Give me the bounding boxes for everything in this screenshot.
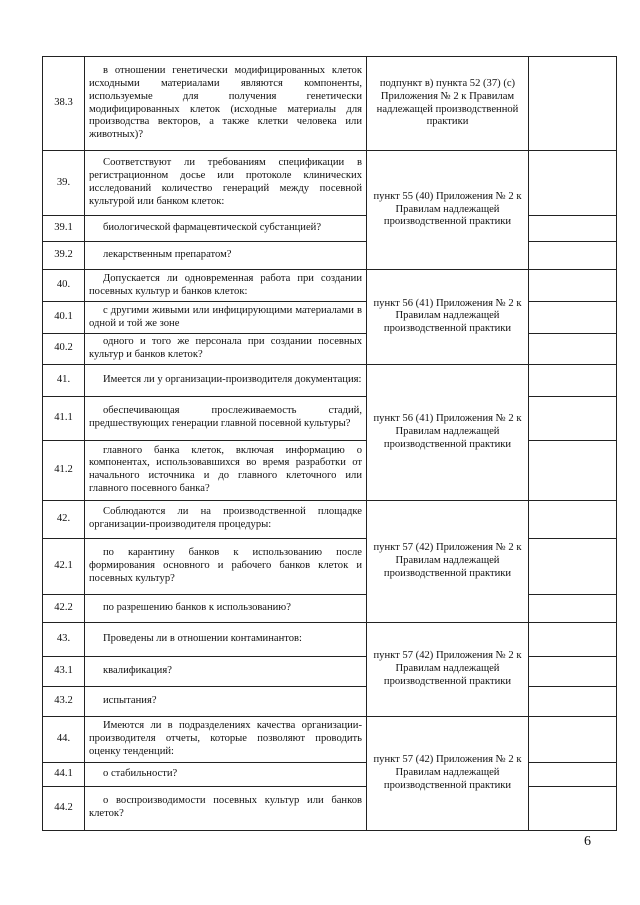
reference-text: пункт 55 (40) Приложения № 2 к Правилам надлежащей производственной практики bbox=[367, 151, 529, 270]
question-text: Имеются ли в подразделениях качества организации- производителя отчеты, которые позволяют проводить оценку тенденций: bbox=[85, 716, 367, 762]
question-text: Соответствуют ли требованиям спецификации в регистрационном досье или протоколе клинических исследований количество генераций между посевной культурой или банком клеток: bbox=[85, 151, 367, 216]
item-number: 39. bbox=[43, 151, 85, 216]
question-text: Допускается ли одновременная работа при создании посевных культур и банков клеток: bbox=[85, 270, 367, 302]
table-row bbox=[43, 334, 617, 365]
item-number: 39.2 bbox=[43, 242, 85, 270]
item-number: 43.2 bbox=[43, 686, 85, 716]
reference-text: пункт 56 (41) Приложения № 2 к Правилам надлежащей производственной практики bbox=[367, 364, 529, 500]
table-row bbox=[43, 57, 617, 151]
answer-cell bbox=[529, 686, 617, 716]
table-row bbox=[43, 762, 617, 786]
answer-cell bbox=[529, 302, 617, 334]
item-number: 43. bbox=[43, 622, 85, 656]
answer-cell bbox=[529, 594, 617, 622]
question-text: главного банка клеток, включая информацию о компонентах, использовавшихся во время разработки от начального источника и до главного клеточного или главного посевного банка? bbox=[85, 440, 367, 500]
item-number: 44. bbox=[43, 716, 85, 762]
reference-text: подпункт в) пункта 52 (37) (с) Приложения № 2 к Правилам надлежащей производственной практики bbox=[367, 57, 529, 151]
answer-cell bbox=[529, 440, 617, 500]
item-number: 44.1 bbox=[43, 762, 85, 786]
table-row bbox=[43, 302, 617, 334]
question-text: по карантину банков к использованию после формирования основного и рабочего банков клеток и посевных культур? bbox=[85, 538, 367, 594]
question-text: Имеется ли у организации-производителя документация: bbox=[85, 364, 367, 396]
answer-cell bbox=[529, 151, 617, 216]
question-text: Проведены ли в отношении контаминантов: bbox=[85, 622, 367, 656]
answer-cell bbox=[529, 57, 617, 151]
table-row bbox=[43, 364, 617, 396]
answer-cell bbox=[529, 656, 617, 686]
reference-text: пункт 56 (41) Приложения № 2 к Правилам надлежащей производственной практики bbox=[367, 270, 529, 365]
answer-cell bbox=[529, 216, 617, 242]
item-number: 40. bbox=[43, 270, 85, 302]
answer-cell bbox=[529, 786, 617, 830]
question-text: в отношении генетически модифицированных клеток исходными материалами являются компоненты, используемые для получения генетически модифицированных клеток (исходные материалы для производства векторов, а также клетки человека или животных)? bbox=[85, 57, 367, 151]
table-row bbox=[43, 716, 617, 762]
table-row bbox=[43, 622, 617, 656]
table-row bbox=[43, 151, 617, 216]
item-number: 42.2 bbox=[43, 594, 85, 622]
table-row bbox=[43, 538, 617, 594]
item-number: 42. bbox=[43, 500, 85, 538]
table-row bbox=[43, 500, 617, 538]
item-number: 44.2 bbox=[43, 786, 85, 830]
item-number: 41.1 bbox=[43, 396, 85, 440]
item-number: 40.2 bbox=[43, 334, 85, 365]
table-row bbox=[43, 396, 617, 440]
question-text: биологической фармацевтической субстанцией? bbox=[85, 216, 367, 242]
question-text: по разрешению банков к использованию? bbox=[85, 594, 367, 622]
item-number: 43.1 bbox=[43, 656, 85, 686]
question-text: обеспечивающая прослеживаемость стадий, предшествующих генерации главной посевной культуры? bbox=[85, 396, 367, 440]
question-text: о воспроизводимости посевных культур или банков клеток? bbox=[85, 786, 367, 830]
item-number: 42.1 bbox=[43, 538, 85, 594]
question-text: квалификация? bbox=[85, 656, 367, 686]
table-row bbox=[43, 270, 617, 302]
question-text: с другими живыми или инфицирующими материалами в одной и той же зоне bbox=[85, 302, 367, 334]
item-number: 41. bbox=[43, 364, 85, 396]
answer-cell bbox=[529, 270, 617, 302]
item-number: 41.2 bbox=[43, 440, 85, 500]
table-row bbox=[43, 216, 617, 242]
question-text: лекарственным препаратом? bbox=[85, 242, 367, 270]
question-text: испытания? bbox=[85, 686, 367, 716]
answer-cell bbox=[529, 396, 617, 440]
answer-cell bbox=[529, 334, 617, 365]
table-row bbox=[43, 786, 617, 830]
question-text: одного и того же персонала при создании посевных культур и банков клеток? bbox=[85, 334, 367, 365]
reference-text: пункт 57 (42) Приложения № 2 к Правилам надлежащей производственной практики bbox=[367, 500, 529, 622]
reference-text: пункт 57 (42) Приложения № 2 к Правилам надлежащей производственной практики bbox=[367, 622, 529, 716]
answer-cell bbox=[529, 762, 617, 786]
table-row bbox=[43, 440, 617, 500]
question-text: Соблюдаются ли на производственной площадке организации-производителя процедуры: bbox=[85, 500, 367, 538]
table-row bbox=[43, 686, 617, 716]
item-number: 39.1 bbox=[43, 216, 85, 242]
table-row bbox=[43, 242, 617, 270]
answer-cell bbox=[529, 622, 617, 656]
answer-cell bbox=[529, 538, 617, 594]
item-number: 38.3 bbox=[43, 57, 85, 151]
answer-cell bbox=[529, 716, 617, 762]
table-row bbox=[43, 594, 617, 622]
item-number: 40.1 bbox=[43, 302, 85, 334]
question-text: о стабильности? bbox=[85, 762, 367, 786]
answer-cell bbox=[529, 242, 617, 270]
table-row bbox=[43, 656, 617, 686]
answer-cell bbox=[529, 364, 617, 396]
answer-cell bbox=[529, 500, 617, 538]
reference-text: пункт 57 (42) Приложения № 2 к Правилам надлежащей производственной практики bbox=[367, 716, 529, 830]
checklist-table bbox=[42, 56, 617, 831]
page-number: 6 bbox=[584, 834, 591, 849]
